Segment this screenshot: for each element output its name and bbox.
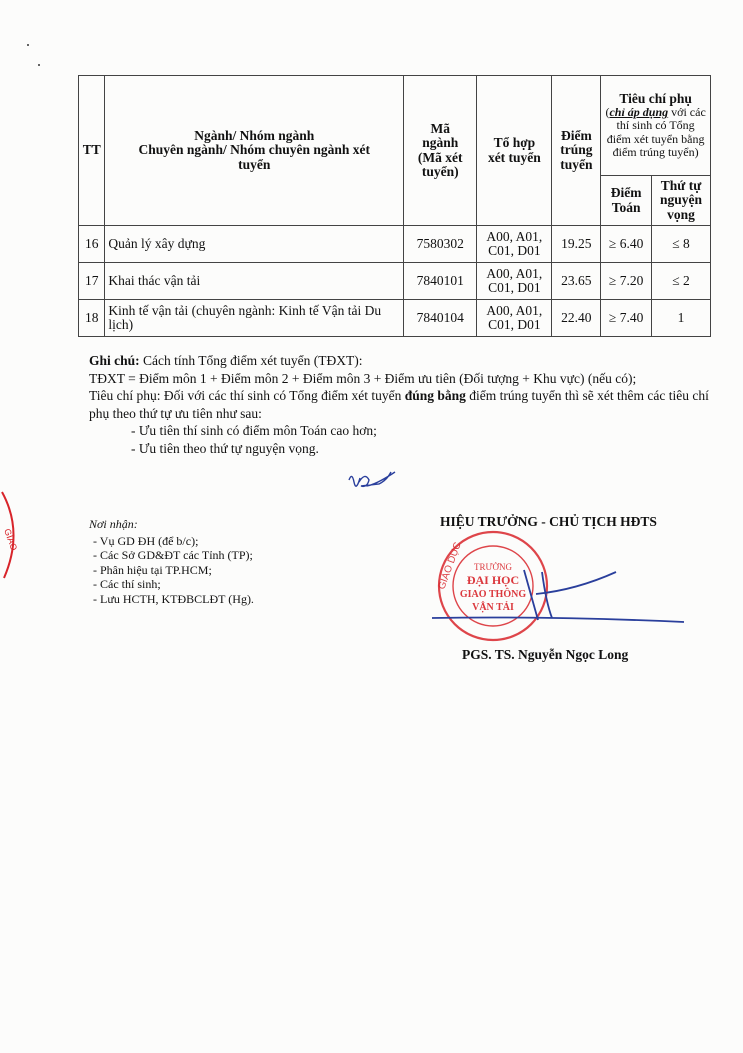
cell-tt: 16	[79, 226, 105, 263]
cell-combo: A00, A01, C01, D01	[477, 263, 552, 300]
svg-text:GIÁO DỤC: GIÁO DỤC	[436, 540, 464, 592]
notes-line1: Cách tính Tổng điểm xét tuyển (TĐXT):	[139, 353, 363, 368]
cell-tt: 18	[79, 300, 105, 337]
signature-title: HIỆU TRƯỞNG - CHỦ TỊCH HĐTS	[440, 514, 657, 529]
cell-code: 7840104	[404, 300, 477, 337]
cell-order: 1	[652, 300, 711, 337]
header-nganh	[105, 76, 404, 226]
admission-table	[78, 75, 711, 337]
cell-name: Quản lý xây dựng	[105, 226, 404, 263]
notes-formula: TĐXT = Điểm môn 1 + Điểm môn 2 + Điểm môn 3 + Điểm ưu tiên (Đối tượng + Khu vực) (nếu có);	[89, 370, 637, 386]
table-row	[79, 300, 711, 337]
header-ma-nganh-text: Mã ngành	[422, 121, 459, 151]
header-tieu-chi-emphasis: chỉ áp dụng	[609, 105, 669, 120]
edge-stamp-icon	[0, 490, 26, 580]
notes-bullet-2: - Ưu tiên theo thứ tự nguyện vọng.	[131, 440, 319, 456]
recipient-item: - Vụ GD ĐH (để b/c);	[93, 533, 199, 548]
recipient-item: - Các Sở GD&ĐT các Tỉnh (TP);	[93, 548, 253, 562]
cell-order: ≤ 8	[652, 226, 711, 263]
cell-tt: 17	[79, 263, 105, 300]
cell-math: ≥ 7.40	[601, 300, 652, 337]
signer-name: PGS. TS. Nguyễn Ngọc Long	[462, 647, 629, 662]
header-diem: Điểm trúng tuyển	[552, 76, 601, 226]
header-ma-xet-text: (Mã xét tuyển)	[417, 149, 463, 179]
notes-criteria-bold: đúng bằng	[404, 388, 466, 403]
notes-criteria-a: Tiêu chí phụ: Đối với các thí sinh có Tổng điểm xét tuyển	[89, 388, 405, 403]
seal-line-1: TRƯỜNG	[474, 562, 512, 572]
cell-score: 22.40	[552, 300, 601, 337]
initial-signature-icon	[343, 466, 403, 496]
recipient-item: - Lưu HCTH, KTĐBCLĐT (Hg).	[93, 591, 254, 606]
seal-line-3: GIAO THÔNG	[459, 589, 527, 600]
seal-line-4: VẬN TẢI	[472, 602, 514, 613]
recipient-item: - Phân hiệu tại TP.HCM;	[93, 562, 212, 577]
header-nganh-line1: Ngành/ Nhóm ngành	[194, 128, 315, 144]
svg-text:GIAO: GIAO	[2, 527, 20, 552]
recipients	[89, 517, 254, 606]
cell-combo: A00, A01, C01, D01	[477, 300, 552, 337]
handwritten-signature-icon	[430, 560, 690, 630]
header-diem-toan: Điểm Toán	[601, 176, 652, 226]
cell-math: ≥ 7.20	[601, 263, 652, 300]
table-row	[79, 226, 711, 263]
cell-name: Kinh tế vận tải (chuyên ngành: Kinh tế Vận tải Du lịch)	[105, 300, 404, 337]
header-tieu-chi	[601, 76, 711, 176]
notes-criteria	[89, 387, 711, 422]
cell-math: ≥ 6.40	[601, 226, 652, 263]
recipient-item: - Các thí sinh;	[93, 577, 161, 591]
cell-name: Khai thác vận tải	[105, 263, 404, 300]
notes-bullet-1: - Ưu tiên thí sinh có điểm môn Toán cao hơn;	[131, 423, 377, 438]
cell-order: ≤ 2	[652, 263, 711, 300]
header-to-hop: Tổ hợp xét tuyển	[477, 76, 552, 226]
scan-speck	[38, 64, 40, 66]
notes-intro	[89, 352, 711, 370]
recipients-title: Nơi nhận:	[89, 517, 138, 531]
cell-score: 19.25	[552, 226, 601, 263]
notes-criteria-b: điểm trúng tuyển thì sẽ xét thêm các tiêu chí phụ theo thứ tự ưu tiên như sau:	[89, 388, 709, 421]
header-tieu-chi-open: (	[605, 105, 610, 120]
cell-score: 23.65	[552, 263, 601, 300]
scan-speck	[27, 44, 29, 46]
seal-line-2: ĐẠI HỌC	[466, 573, 520, 587]
cell-code: 7840101	[404, 263, 477, 300]
header-tt: TT	[79, 76, 105, 226]
header-tieu-chi-rest: với các thí sinh có Tổng điểm xét tuyển bằng điểm trúng tuyển)	[606, 105, 706, 159]
header-tieu-chi-note	[604, 106, 707, 159]
header-tieu-chi-title: Tiêu chí phụ	[619, 91, 692, 107]
cell-code: 7580302	[404, 226, 477, 263]
notes-label: Ghi chú:	[89, 353, 140, 368]
header-thu-tu: Thứ tự nguyện vọng	[652, 176, 711, 226]
cell-combo: A00, A01, C01, D01	[477, 226, 552, 263]
header-nganh-line2: Chuyên ngành/ Nhóm chuyên ngành xét tuyển	[138, 142, 370, 172]
table-row	[79, 263, 711, 300]
header-ma-nganh	[404, 76, 477, 226]
notes-section	[89, 352, 711, 457]
